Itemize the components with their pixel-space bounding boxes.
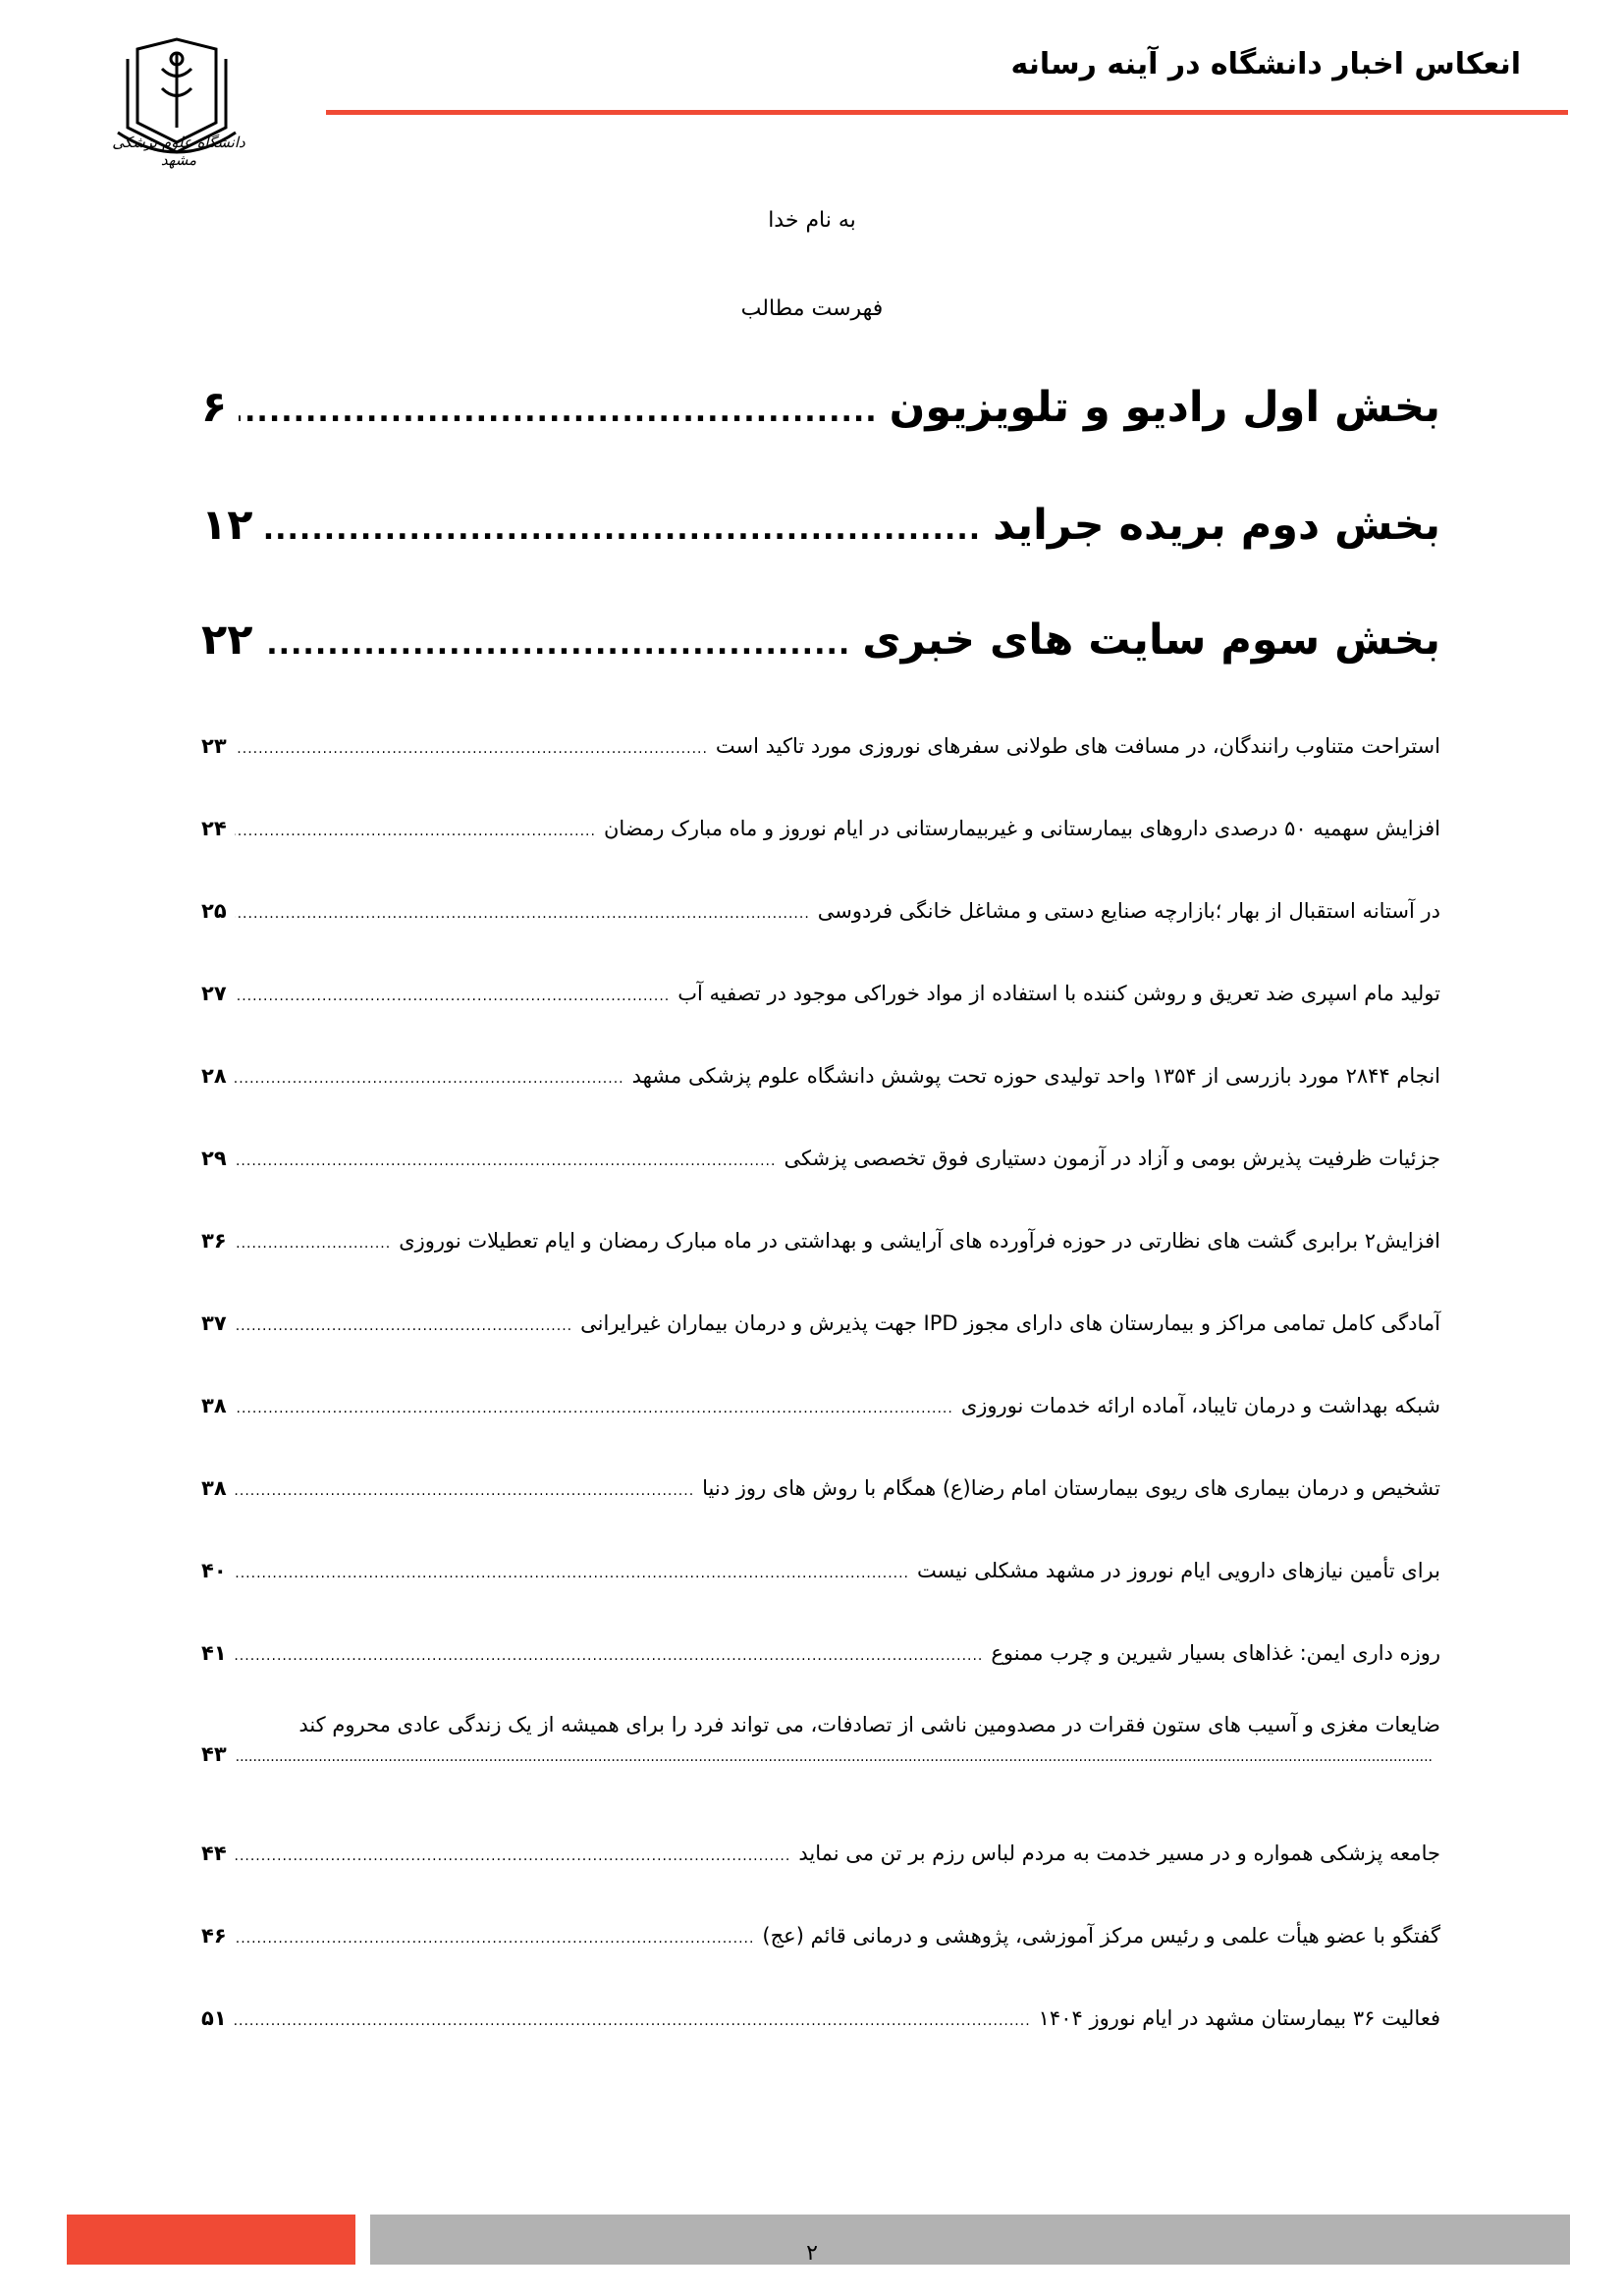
entry-page: ۵۱ [201, 2006, 227, 2030]
toc-section[interactable] [201, 501, 1440, 550]
toc-section[interactable] [201, 383, 1440, 432]
toc-entry[interactable] [201, 1394, 1440, 1417]
toc-entry[interactable] [201, 1229, 1440, 1253]
entry-title: تولید مام اسپری ضد تعریق و روشن کننده با استفاده از مواد خوراکی موجود در تصفیه آب [677, 982, 1440, 1005]
entry-page: ۳۶ [201, 1229, 227, 1253]
entry-leader-line [201, 1742, 1440, 1766]
entry-page: ۴۰ [201, 1559, 227, 1582]
section-title: بخش دوم بریده جراید [993, 501, 1440, 550]
page-number: ۲ [806, 2241, 818, 2266]
dot-leader [265, 512, 982, 547]
dot-leader [235, 1236, 392, 1252]
logo-caption: دانشگاه علوم پزشکی مشهد [112, 133, 245, 169]
entry-page: ۳۸ [201, 1476, 227, 1500]
toc-entry[interactable] [201, 1842, 1440, 1865]
dot-leader [235, 1483, 695, 1499]
dot-leader [235, 824, 596, 839]
entry-title: آمادگی کامل تمامی مراکز و بیمارستان های دارای مجوز IPD جهت پذیرش و درمان بیماران غیرایرانی [580, 1311, 1440, 1335]
dot-leader [235, 1318, 572, 1334]
section-title: بخش سوم سایت های خبری [862, 615, 1440, 665]
bismillah: به نام خدا [768, 208, 856, 233]
entry-page: ۳۸ [201, 1394, 227, 1417]
section-page: ۶ [201, 383, 228, 432]
dot-leader [235, 1566, 909, 1581]
toc-entry[interactable] [201, 2006, 1440, 2030]
toc-section[interactable] [201, 615, 1440, 665]
toc-entry[interactable] [201, 1713, 1440, 1766]
toc-entry[interactable] [201, 1147, 1440, 1170]
toc-entry[interactable] [201, 899, 1440, 923]
entry-page: ۲۳ [201, 734, 227, 758]
entry-title: جامعه پزشکی همواره و در مسیر خدمت به مردم لباس رزم بر تن می نماید [798, 1842, 1440, 1865]
entry-page: ۳۷ [201, 1311, 227, 1335]
dot-leader [235, 1931, 755, 1947]
entry-page: ۴۴ [201, 1842, 227, 1865]
toc-entry[interactable] [201, 1311, 1440, 1335]
entry-page: ۴۶ [201, 1924, 227, 1948]
section-page: ۱۲ [201, 501, 253, 550]
toc-entry[interactable] [201, 817, 1440, 840]
section-page: ۲۲ [201, 615, 253, 665]
entry-title: برای تأمین نیازهای دارویی ایام نوروز در مشهد مشکلی نیست [917, 1559, 1440, 1582]
dot-leader [239, 395, 877, 429]
entry-title: ضایعات مغزی و آسیب های ستون فقرات در مصدومین ناشی از تصادفات، می تواند فرد را برای همیشه از یک زندگی عادی محروم کند [298, 1713, 1440, 1736]
dot-leader [265, 627, 851, 662]
entry-title: افزایش سهمیه ۵۰ درصدی داروهای بیمارستانی و غیربیمارستانی در ایام نوروز و ماه مبارک رمضان [603, 817, 1440, 840]
toc-heading: فهرست مطالب [740, 296, 884, 321]
entry-title: در آستانه استقبال از بهار ؛بازارچه صنایع دستی و مشاغل خانگی فردوسی [817, 899, 1440, 923]
entry-page: ۴۱ [201, 1641, 227, 1665]
toc-entry[interactable] [201, 1476, 1440, 1500]
entry-page: ۲۵ [201, 899, 227, 923]
entry-title: گفتگو با عضو هیأت علمی و رئیس مرکز آموزشی، پژوهشی و درمانی قائم (عج) [762, 1924, 1440, 1948]
entry-page: ۲۸ [201, 1064, 227, 1088]
toc-entry[interactable] [201, 1924, 1440, 1948]
entry-page: ۲۷ [201, 982, 227, 1005]
dot-leader [235, 906, 810, 922]
entry-title: انجام ۲۸۴۴ مورد بازرسی از ۱۳۵۴ واحد تولیدی حوزه تحت پوشش دانشگاه علوم پزشکی مشهد [631, 1064, 1440, 1088]
entry-page: ۲۹ [201, 1147, 227, 1170]
toc-entry[interactable] [201, 734, 1440, 758]
toc-entry[interactable] [201, 982, 1440, 1005]
toc-entry[interactable] [201, 1064, 1440, 1088]
header-title: انعکاس اخبار دانشگاه در آینه رسانه [1010, 47, 1521, 81]
dot-leader [235, 1648, 984, 1664]
header-rule [326, 110, 1568, 115]
entry-title: شبکه بهداشت و درمان تایباد، آماده ارائه خدمات نوروزی [960, 1394, 1440, 1417]
entry-title: جزئیات ظرفیت پذیرش بومی و آزاد در آزمون دستیاری فوق تخصصی پزشکی [784, 1147, 1440, 1170]
entry-page: ۴۳ [201, 1742, 227, 1766]
dot-leader [235, 1848, 791, 1864]
toc-entry[interactable] [201, 1559, 1440, 1582]
entry-title: استراحت متناوب رانندگان، در مسافت های طولانی سفرهای نوروزی مورد تاکید است [715, 734, 1440, 758]
entry-title: روزه داری ایمن: غذاهای بسیار شیرین و چرب ممنوع [991, 1641, 1440, 1665]
entry-page: ۲۴ [201, 817, 227, 840]
entry-title: فعالیت ۳۶ بیمارستان مشهد در ایام نوروز ۱۴۰۴ [1038, 2006, 1440, 2030]
dot-leader [235, 2013, 1031, 2029]
dot-leader [235, 1071, 624, 1087]
dot-leader [235, 988, 671, 1004]
dot-leader [235, 1153, 777, 1169]
dot-leader [235, 1401, 953, 1416]
section-title: بخش اول رادیو و تلویزیون [889, 383, 1440, 432]
entry-title: تشخیص و درمان بیماری های ریوی بیمارستان امام رضا(ع) همگام با روش های روز دنیا [702, 1476, 1440, 1500]
entry-title: افزایش۲ برابری گشت های نظارتی در حوزه فرآورده های آرایشی و بهداشتی در ماه مبارک رمضان و ایام تعطیلات نوروزی [399, 1229, 1440, 1253]
dot-leader [235, 1749, 1433, 1765]
dot-leader [235, 741, 708, 757]
toc-entry[interactable] [201, 1641, 1440, 1665]
